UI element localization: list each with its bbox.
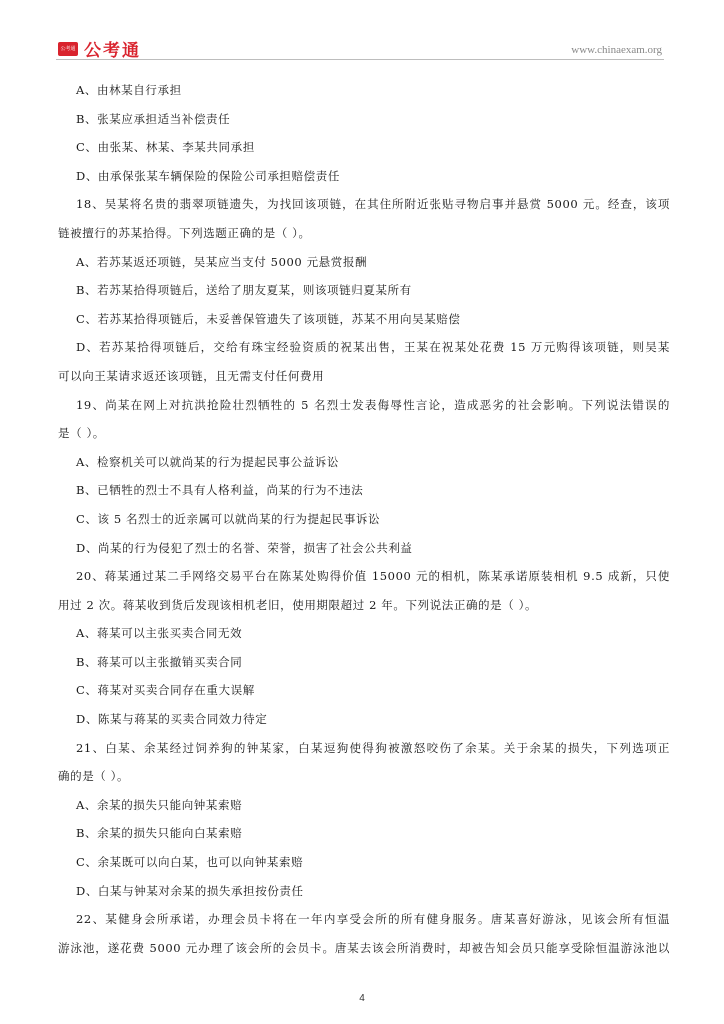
text-line: B、已牺牲的烈士不具有人格利益，尚某的行为不违法 [76,483,364,498]
page-number: 4 [359,993,365,1004]
site-url: www.chinaexam.org [571,44,662,56]
text-line: B、张某应承担适当补偿责任 [76,111,231,126]
logo-text: 公考通 [84,41,141,61]
text-line: 22、某健身会所承诺，办理会员卡将在一年内享受会所的所有健身服务。唐某喜好游泳，见该会所有恒温 [76,912,670,927]
text-line: A、余某的损失只能向钟某索赔 [76,797,243,812]
text-line: A、蒋某可以主张买卖合同无效 [76,626,243,641]
text-line: D、若苏某拾得项链后，交给有珠宝经验资质的祝某出售，王某在祝某处花费 15 万元购得该项链，则吴某 [76,340,670,355]
text-line: D、尚某的行为侵犯了烈士的名誉、荣誉，损害了社会公共利益 [76,540,413,555]
text-line: A、检察机关可以就尚某的行为提起民事公益诉讼 [76,454,340,469]
text-line: C、若苏某拾得项链后，未妥善保管遗失了该项链，苏某不用向吴某赔偿 [76,311,461,326]
text-line: B、若苏某拾得项链后，送给了朋友夏某，则该项链归夏某所有 [76,283,412,298]
text-line: C、蒋某对买卖合同存在重大误解 [76,683,255,698]
logo-badge-icon: 公考通 [58,42,78,56]
text-line: B、余某的损失只能向白某索赔 [76,826,243,841]
text-line: 确的是（ ）。 [58,769,130,784]
text-line: 链被擅行的苏某拾得。下列选题正确的是（ ）。 [58,225,311,240]
text-line: 18、吴某将名贵的翡翠项链遗失，为找回该项链，在其住所附近张贴寻物启事并悬赏 5000 元。经查，该项 [76,197,670,212]
text-line: A、若苏某返还项链，吴某应当支付 5000 元悬赏报酬 [76,254,368,269]
text-line: 游泳池，遂花费 5000 元办理了该会所的会员卡。唐某去该会所消费时，却被告知会员只能享受除恒温游泳池以 [58,940,670,955]
text-line: 19、尚某在网上对抗洪抢险壮烈牺牲的 5 名烈士发表侮辱性言论，造成恶劣的社会影响。下列说法错误的 [76,397,670,412]
text-line: D、陈某与蒋某的买卖合同效力待定 [76,712,268,727]
text-line: D、由承保张某车辆保险的保险公司承担赔偿责任 [76,168,340,183]
text-line: 21、白某、余某经过饲养狗的钟某家，白某逗狗使得狗被激怒咬伤了余某。关于余某的损失，下列选项正 [76,740,670,755]
text-line: 可以向王某请求返还该项链，且无需支付任何费用 [58,368,325,383]
text-line: C、余某既可以向白某，也可以向钟某索赔 [76,855,304,870]
text-line: A、由林某自行承担 [76,83,182,97]
text-line: D、白某与钟某对余某的损失承担按份责任 [76,883,304,898]
logo [58,36,141,61]
header-divider [56,59,664,60]
text-line: C、由张某、林某、李某共同承担 [76,140,255,155]
text-line: C、该 5 名烈士的近亲属可以就尚某的行为提起民事诉讼 [76,511,381,526]
page-header [0,0,724,60]
text-line: 用过 2 次。蒋某收到货后发现该相机老旧，使用期限超过 2 年。下列说法正确的是（ ）。 [58,597,538,612]
document-body [58,76,670,962]
text-line: 20、蒋某通过某二手网络交易平台在陈某处购得价值 15000 元的相机，陈某承诺原装相机 9.5 成新，只使 [76,569,670,584]
text-line: B、蒋某可以主张撤销买卖合同 [76,654,243,669]
text-line: 是（ ）。 [58,426,105,441]
